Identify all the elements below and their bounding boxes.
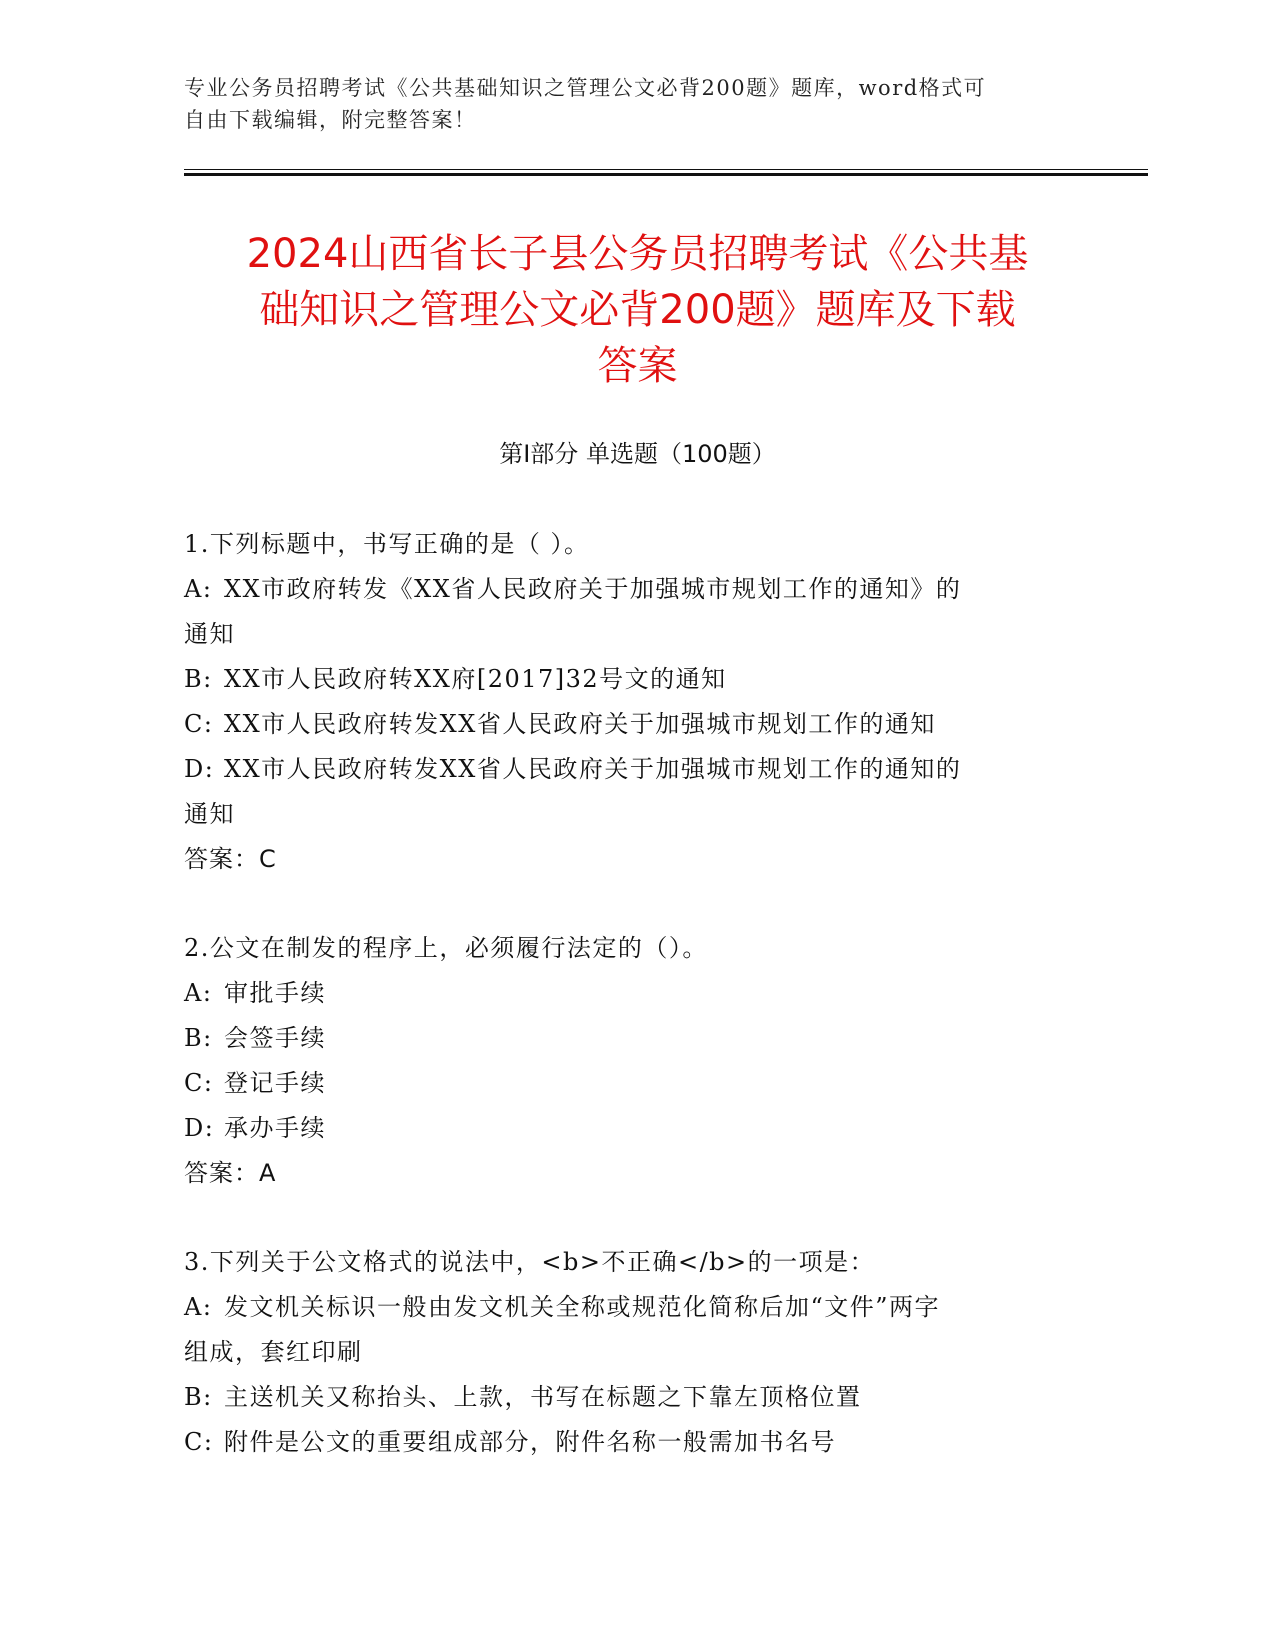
option-text: 会签手续 <box>224 1024 326 1052</box>
option-letter: D: <box>184 755 215 783</box>
document-title <box>150 226 1125 394</box>
option-c <box>184 1061 1084 1106</box>
question-stem: 3.下列关于公文格式的说法中，<b>不正确</b>的一项是： <box>184 1248 876 1276</box>
option-text: 审批手续 <box>224 979 326 1007</box>
section-title: 第I部分 单选题（100题） <box>499 440 776 468</box>
option-a-continued: 组成，套红印刷 <box>184 1338 363 1366</box>
option-text: 主送机关又称抬头、上款，书写在标题之下靠左顶格位置 <box>224 1383 862 1411</box>
option-text: 发文机关标识一般由发文机关全称或规范化简称后加“文件”两字 <box>224 1293 941 1321</box>
question-list <box>184 522 1084 1509</box>
option-letter: C: <box>184 710 214 738</box>
option-b <box>184 657 1084 702</box>
option-letter: B: <box>184 1024 213 1052</box>
question-1 <box>184 522 1084 882</box>
header-rule-thin <box>184 169 1148 170</box>
option-letter: A: <box>184 575 213 603</box>
option-letter: A: <box>184 979 213 1007</box>
document-title-line-3: 答案 <box>597 343 678 389</box>
option-text: XX市人民政府转发XX省人民政府关于加强城市规划工作的通知的 <box>224 755 962 783</box>
option-c <box>184 1420 1084 1465</box>
document-title-line-1: 2024山西省长子县公务员招聘考试《公共基 <box>246 231 1029 277</box>
question-stem: 1.下列标题中，书写正确的是（ ）。 <box>184 530 590 558</box>
option-text: XX市人民政府转XX府[2017]32号文的通知 <box>224 665 727 693</box>
option-letter: B: <box>184 665 213 693</box>
question-stem: 2.公文在制发的程序上，必须履行法定的（）。 <box>184 934 708 962</box>
option-text: XX市人民政府转发XX省人民政府关于加强城市规划工作的通知 <box>224 710 936 738</box>
option-letter: B: <box>184 1383 213 1411</box>
option-d-continued: 通知 <box>184 800 235 828</box>
option-text: 附件是公文的重要组成部分，附件名称一般需加书名号 <box>224 1428 836 1456</box>
option-letter: C: <box>184 1069 214 1097</box>
question-2 <box>184 926 1084 1196</box>
answer: 答案：A <box>184 1159 277 1187</box>
option-d <box>184 747 1084 792</box>
option-letter: D: <box>184 1114 215 1142</box>
answer: 答案：C <box>184 845 277 873</box>
option-letter: A: <box>184 1293 213 1321</box>
option-letter: C: <box>184 1428 214 1456</box>
option-d <box>184 1106 1084 1151</box>
header-rule-thick <box>184 173 1148 176</box>
option-a <box>184 567 1084 612</box>
header-note <box>184 72 1084 136</box>
option-text: 登记手续 <box>224 1069 326 1097</box>
header-note-line-2: 自由下载编辑，附完整答案！ <box>184 108 477 132</box>
option-a-continued: 通知 <box>184 620 235 648</box>
option-b <box>184 1016 1084 1061</box>
option-c <box>184 702 1084 747</box>
option-a <box>184 1285 1084 1330</box>
option-a <box>184 971 1084 1016</box>
option-text: XX市政府转发《XX省人民政府关于加强城市规划工作的通知》的 <box>224 575 962 603</box>
question-3 <box>184 1240 1084 1465</box>
option-text: 承办手续 <box>224 1114 326 1142</box>
option-b <box>184 1375 1084 1420</box>
document-title-line-2: 础知识之管理公文必背200题》题库及下载 <box>259 287 1016 333</box>
header-note-line-1: 专业公务员招聘考试《公共基础知识之管理公文必背200题》题库，word格式可 <box>184 76 987 100</box>
